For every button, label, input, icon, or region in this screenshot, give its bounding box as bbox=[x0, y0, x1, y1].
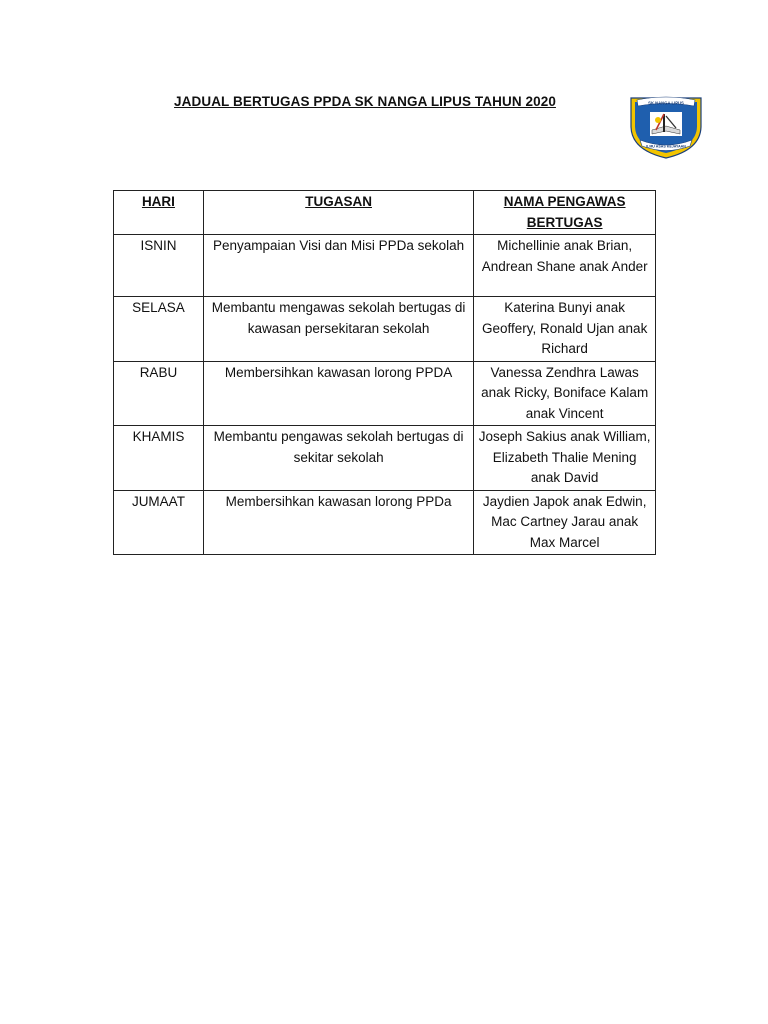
task-cell: Membantu pengawas sekolah bertugas di sekitar sekolah bbox=[203, 426, 473, 491]
table-row bbox=[114, 490, 656, 555]
document-title: JADUAL BERTUGAS PPDA SK NANGA LIPUS TAHUN 2020 bbox=[174, 94, 556, 109]
day-cell: ISNIN bbox=[114, 235, 204, 297]
day-cell: KHAMIS bbox=[114, 426, 204, 491]
names-cell: Katerina Bunyi anak Geoffery, Ronald Ujan anak Richard bbox=[474, 297, 656, 362]
names-cell: Jaydien Japok anak Edwin, Mac Cartney Jarau anak Max Marcel bbox=[474, 490, 656, 555]
crest-banner-text: SK NANGA LIPUS bbox=[648, 100, 684, 106]
header-tugasan: TUGASAN bbox=[203, 191, 473, 235]
header-hari: HARI bbox=[114, 191, 204, 235]
task-cell: Penyampaian Visi dan Misi PPDa sekolah bbox=[203, 235, 473, 297]
day-cell: RABU bbox=[114, 361, 204, 426]
names-cell: Joseph Sakius anak William, Elizabeth Thalie Mening anak David bbox=[474, 426, 656, 491]
day-cell: JUMAAT bbox=[114, 490, 204, 555]
table-row bbox=[114, 235, 656, 297]
table-row bbox=[114, 297, 656, 362]
task-cell: Membersihkan kawasan lorong PPDa bbox=[203, 490, 473, 555]
day-cell: SELASA bbox=[114, 297, 204, 362]
table-header-row bbox=[114, 191, 656, 235]
task-cell: Membersihkan kawasan lorong PPDA bbox=[203, 361, 473, 426]
duty-schedule-table bbox=[113, 190, 656, 555]
header-nama-pengawas: NAMA PENGAWAS BERTUGAS bbox=[474, 191, 656, 235]
table-row bbox=[114, 426, 656, 491]
names-cell: Vanessa Zendhra Lawas anak Ricky, Boniface Kalam anak Vincent bbox=[474, 361, 656, 426]
crest-motto-text: ILMU ASAS KEJAYAAN bbox=[646, 144, 686, 149]
names-cell: Michellinie anak Brian, Andrean Shane anak Ander bbox=[474, 235, 656, 297]
task-cell: Membantu mengawas sekolah bertugas di kawasan persekitaran sekolah bbox=[203, 297, 473, 362]
school-crest-icon bbox=[628, 92, 704, 160]
table-row bbox=[114, 361, 656, 426]
